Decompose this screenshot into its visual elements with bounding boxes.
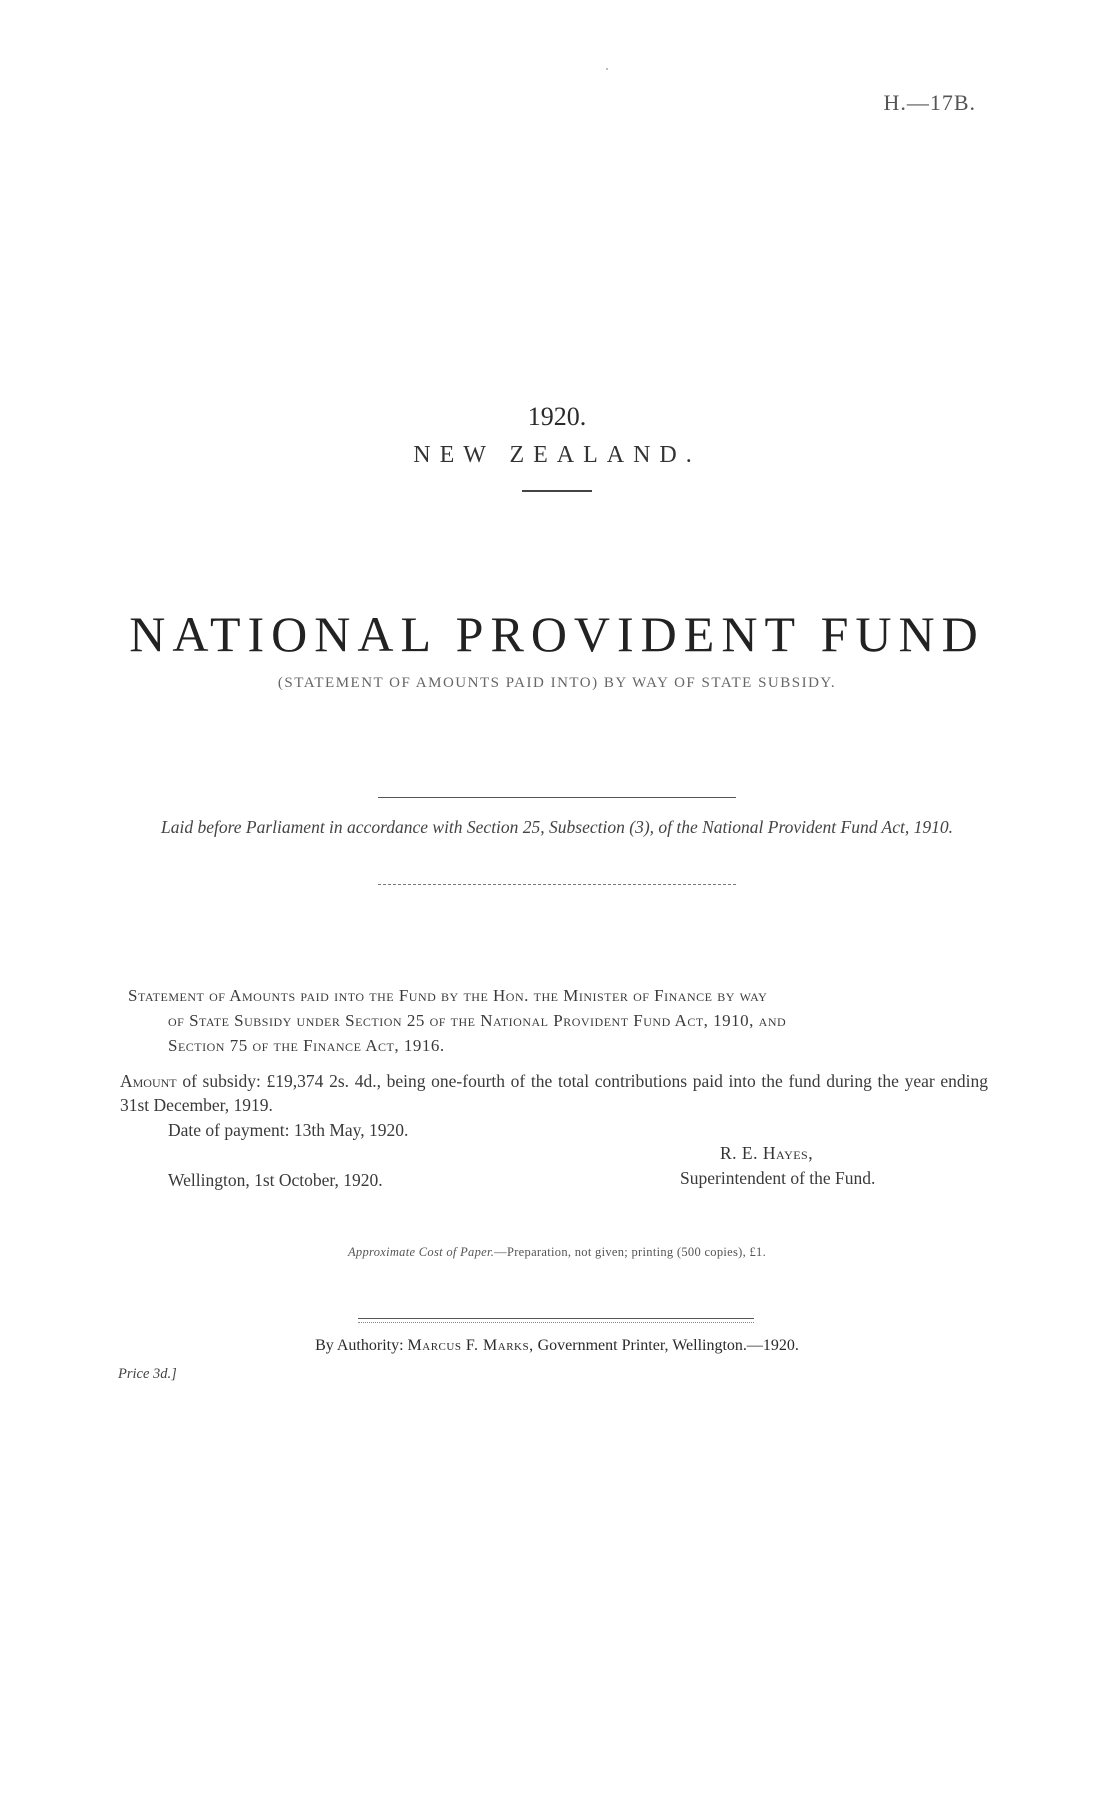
place-and-date: Wellington, 1st October, 1920. (168, 1170, 383, 1190)
laid-before-note: Laid before Parliament in accordance with Section 25, Subsection (3), of the National Provident Fund Act, 1910. (161, 817, 953, 837)
amount-label: Amount (120, 1071, 177, 1091)
cost-label: Approximate Cost of Paper. (347, 1245, 495, 1259)
scan-speck (606, 68, 608, 70)
divider-bottom-dotted (358, 1322, 754, 1323)
document-title: NATIONAL PROVIDENT FUND (129, 606, 985, 662)
amount-paragraph (120, 1069, 988, 1117)
signer-name: R. E. Hayes, (720, 1143, 814, 1163)
statement-heading (128, 983, 986, 1058)
statement-heading-line-3: Section 75 of the Finance Act, 1916. (168, 1036, 445, 1055)
date-of-payment: Date of payment: 13th May, 1920. (168, 1120, 409, 1140)
country-name: NEW ZEALAND. (413, 442, 701, 468)
imprint-prefix: By Authority: (315, 1337, 404, 1354)
signer-title: Superintendent of the Fund. (680, 1168, 876, 1188)
cost-note (0, 1245, 1114, 1260)
page-reference: H.—17B. (883, 90, 976, 115)
statement-heading-line-2: of State Subsidy under Section 25 of the National Provident Fund Act, 1910, and (168, 1011, 787, 1030)
document-year: 1920. (527, 402, 587, 431)
amount-text: of subsidy: £19,374 2s. 4d., being one-fourth of the total contributions paid into the fund during the year ending 31st December, 1919. (120, 1071, 989, 1115)
divider-middle (378, 884, 736, 885)
imprint-printer: Marcus F. Marks, (407, 1337, 534, 1354)
printer-imprint (0, 1337, 1114, 1355)
title-divider (522, 490, 592, 492)
price-note: Price 3d.] (118, 1366, 177, 1382)
divider-top (378, 797, 736, 798)
cost-text: —Preparation, not given; printing (500 copies), £1. (494, 1245, 767, 1259)
imprint-suffix: Government Printer, Wellington.—1920. (537, 1337, 799, 1354)
statement-heading-line-1: Statement of Amounts paid into the Fund by the Hon. the Minister of Finance by way (128, 986, 768, 1005)
divider-bottom (358, 1318, 754, 1319)
document-subtitle: (STATEMENT OF AMOUNTS PAID INTO) BY WAY OF STATE SUBSIDY. (277, 675, 837, 691)
